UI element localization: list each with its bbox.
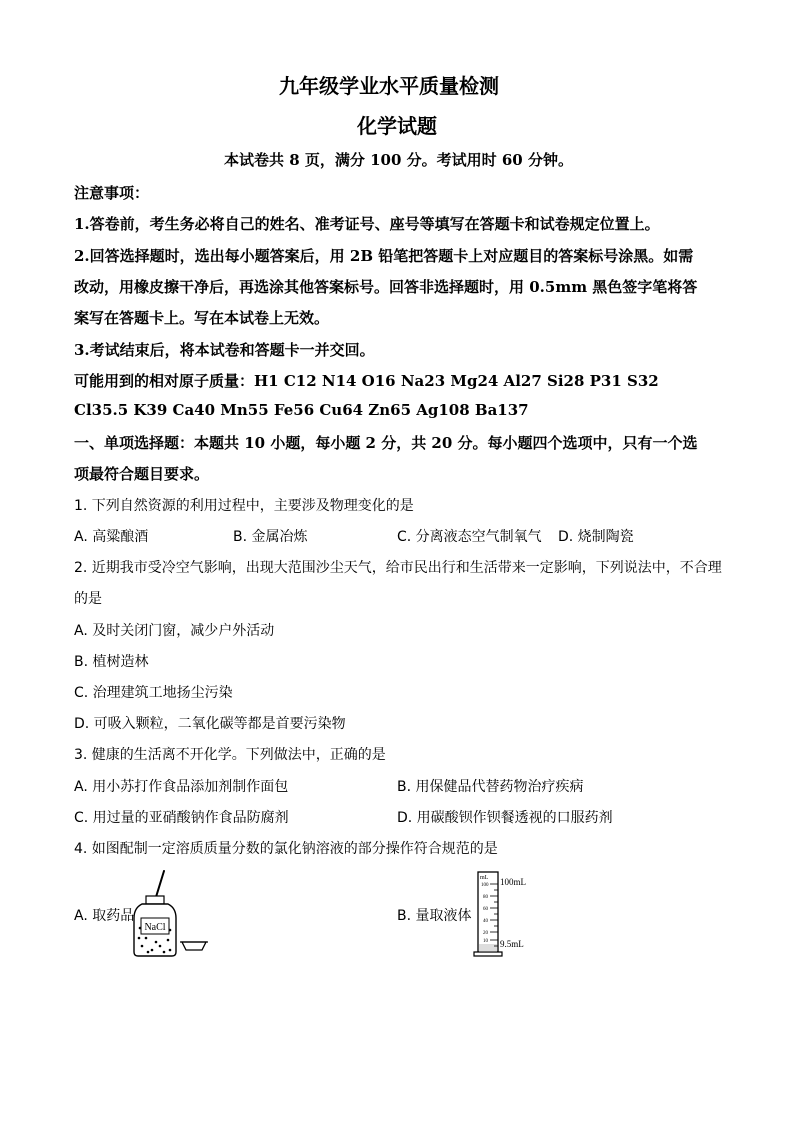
tick-label-60: 60 [483, 907, 488, 912]
question-2-stem-line-2: 的是 [74, 591, 102, 607]
question-2-option-a: A. 及时关闭门窗，减少户外活动 [74, 623, 275, 639]
question-1-stem: 1. 下列自然资源的利用过程中，主要涉及物理变化的是 [74, 498, 414, 514]
atomic-masses-line-1: 可能用到的相对原子质量：H1 C12 N14 O16 Na23 Mg24 Al27 Si28 P31 S32 [74, 372, 659, 390]
tick-label-80: 80 [483, 895, 488, 900]
bottle-label: NaCl [144, 922, 166, 933]
tick-label-40: 40 [483, 919, 488, 924]
question-3-option-c: C. 用过量的亚硝酸钠作食品防腐剂 [74, 810, 289, 826]
reagent-bottle-illustration [130, 868, 240, 958]
question-1-option-b: B. 金属冶炼 [233, 529, 308, 545]
question-2-stem-line-1: 2. 近期我市受冷空气影响，出现大范围沙尘天气，给市民出行和生活带来一定影响，下列说法中，不合理 [74, 560, 722, 576]
question-1-option-c: C. 分离液态空气制氧气 [397, 529, 542, 545]
question-4-option-a: A. 取药品 [74, 908, 135, 924]
question-3-option-a: A. 用小苏打作食品添加剂制作面包 [74, 779, 289, 795]
page-title: 九年级学业水平质量检测 [279, 74, 499, 98]
tick-label-10: 10 [483, 939, 488, 944]
subject-title: 化学试题 [357, 114, 437, 138]
question-2-option-d: D. 可吸入颗粒，二氧化碳等都是首要污染物 [74, 716, 346, 732]
tick-label-20: 20 [483, 931, 488, 936]
notes-heading: 注意事项： [74, 184, 150, 202]
question-4-option-b: B. 量取液体 [397, 908, 472, 924]
cylinder-unit-label: mL [480, 875, 489, 881]
note-2-line-1: 2.回答选择题时，选出每小题答案后，用 2B 铅笔把答题卡上对应题目的答案标号涂黑。如需 [74, 247, 694, 265]
note-1: 1.答卷前，考生务必将自己的姓名、准考证号、座号等填写在答题卡和试卷规定位置上。 [74, 215, 660, 233]
question-1-option-d: D. 烧制陶瓷 [558, 529, 634, 545]
tick-label-100: 100 [481, 883, 489, 888]
question-2-option-b: B. 植树造林 [74, 654, 149, 670]
section-heading-line-2: 项最符合题目要求。 [74, 465, 210, 483]
question-4-stem: 4. 如图配制一定溶质质量分数的氯化钠溶液的部分操作符合规范的是 [74, 841, 498, 857]
question-3-option-d: D. 用碳酸钡作钡餐透视的口服药剂 [397, 810, 613, 826]
question-2-option-c: C. 治理建筑工地扬尘污染 [74, 685, 233, 701]
note-2-line-2: 改动，用橡皮擦干净后，再选涂其他答案标号。回答非选择题时，用 0.5mm 黑色签字笔将答 [74, 278, 698, 296]
cylinder-volume-label: 9.5mL [500, 939, 524, 949]
question-1-option-a: A. 高粱酿酒 [74, 529, 149, 545]
exam-info: 本试卷共 8 页，满分 100 分。考试用时 60 分钟。 [224, 151, 573, 169]
note-2-line-3: 案写在答题卡上。写在本试卷上无效。 [74, 309, 330, 327]
cylinder-capacity-label: 100mL [500, 877, 526, 887]
note-3: 3.考试结束后，将本试卷和答题卡一并交回。 [74, 341, 375, 359]
question-3-stem: 3. 健康的生活离不开化学。下列做法中，正确的是 [74, 747, 386, 763]
section-heading-line-1: 一、单项选择题：本题共 10 小题，每小题 2 分，共 20 分。每小题四个选项中，只有一个选 [74, 434, 698, 452]
question-3-option-b: B. 用保健品代替药物治疗疾病 [397, 779, 584, 795]
graduated-cylinder-illustration [470, 868, 560, 960]
atomic-masses-line-2: Cl35.5 K39 Ca40 Mn55 Fe56 Cu64 Zn65 Ag108 Ba137 [74, 401, 529, 419]
